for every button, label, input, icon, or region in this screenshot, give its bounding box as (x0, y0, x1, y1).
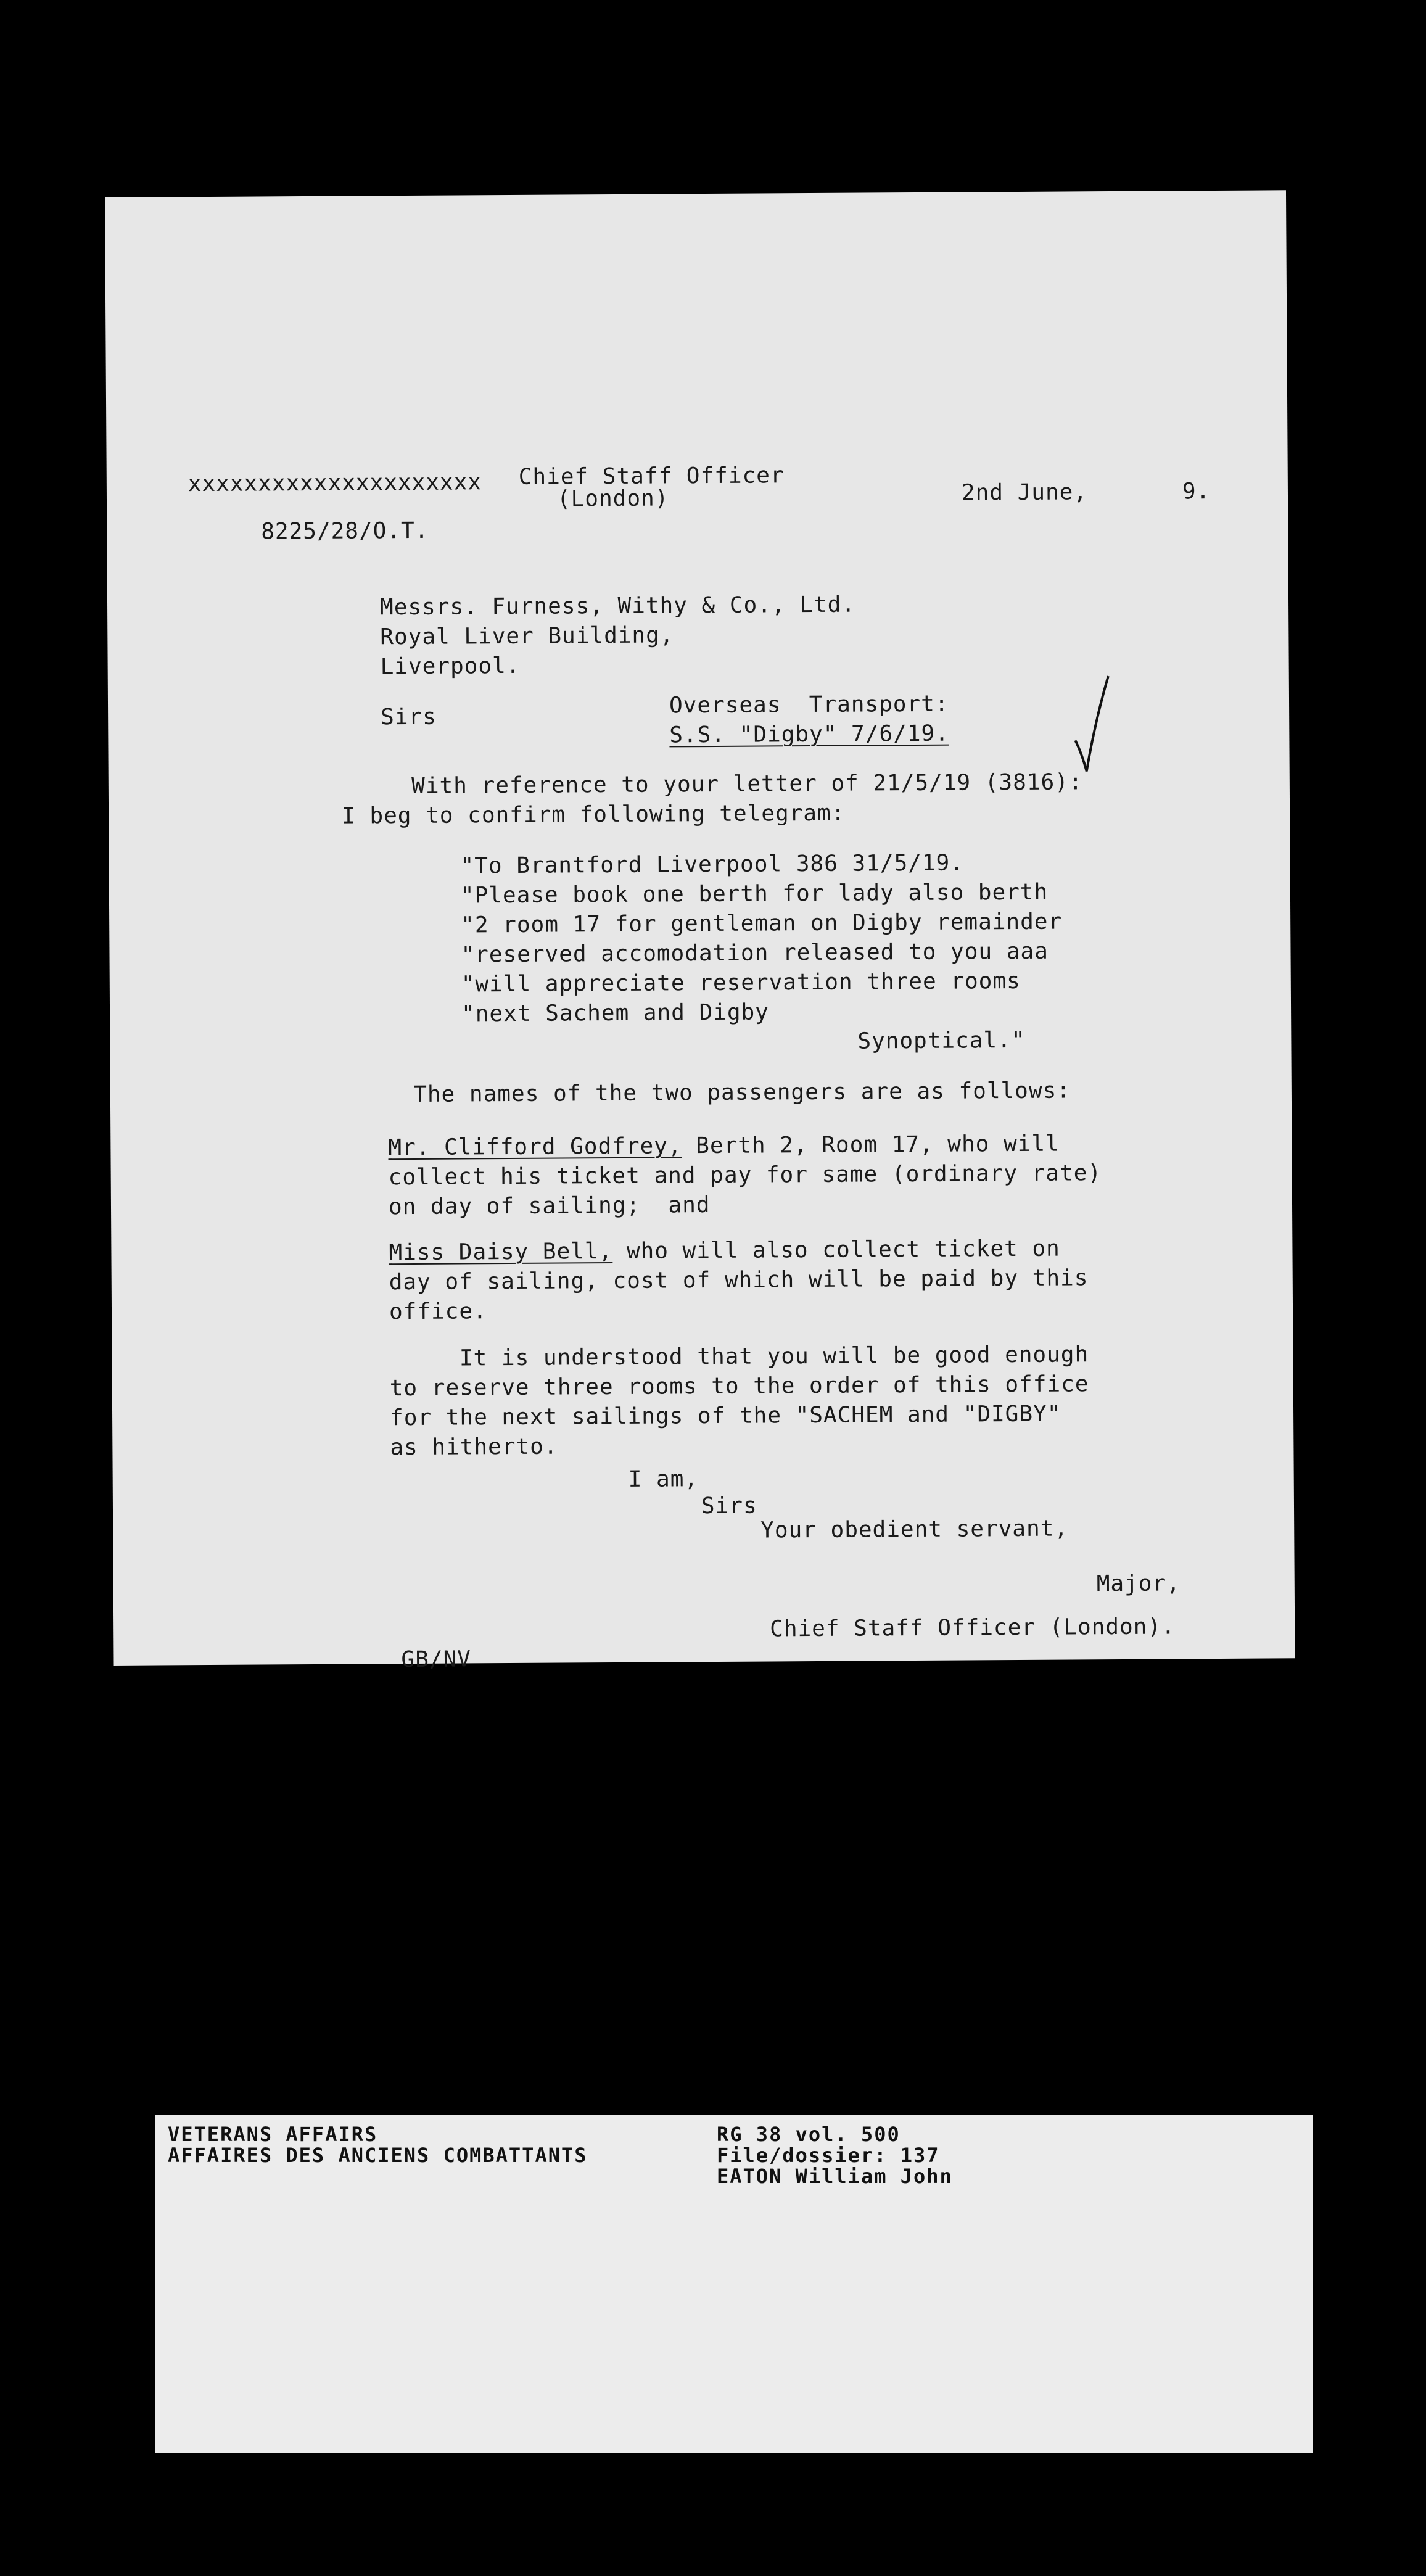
telegram-line: "Please book one berth for lady also berth (460, 879, 1049, 909)
header-struck-out: xxxxxxxxxxxxxxxxxxxxx (188, 469, 482, 497)
closing-line: as hitherto. (390, 1434, 558, 1461)
handwritten-tick-mark (1070, 672, 1114, 777)
passenger-2-line-3: office. (389, 1298, 487, 1325)
body-line-1: With reference to your letter of 21/5/19 (3816): (341, 769, 1083, 799)
closing-line: to reserve three rooms to the order of this office (389, 1371, 1089, 1402)
record-group: RG 38 vol. 500 (717, 2123, 901, 2146)
addressee-line-3: Liverpool. (380, 653, 521, 680)
department-fr: AFFAIRES DES ANCIENS COMBATTANTS (168, 2144, 588, 2167)
letter-year: 9. (1182, 479, 1211, 505)
names-intro: The names of the two passengers are as follows: (343, 1078, 1071, 1108)
header-office-sub: (London) (556, 485, 669, 512)
archive-reference-card (155, 2115, 1313, 2453)
letter-page (105, 190, 1295, 1673)
valediction-i-am: I am, (628, 1466, 699, 1492)
telegram-line: "2 room 17 for gentleman on Digby remainder (461, 909, 1063, 938)
reference-number: 8225/28/O.T. (261, 518, 429, 545)
addressee-line-2: Royal Liver Building, (380, 622, 674, 650)
letter-date: 2nd June, (961, 479, 1088, 506)
header-office: Chief Staff Officer (518, 463, 785, 490)
telegram-line: "reserved accomodation released to you aaa (461, 938, 1049, 968)
telegram-line: "will appreciate reservation three rooms (461, 968, 1021, 997)
telegram-line: "To Brantford Liverpool 386 31/5/19. (460, 850, 965, 879)
signature-title: Chief Staff Officer (London). (770, 1614, 1176, 1642)
passenger-2-line-1: Miss Daisy Bell, who will also collect ticket on (389, 1236, 1060, 1266)
telegram-signature: Synoptical." (857, 1027, 1026, 1054)
passenger-2-name: Miss Daisy Bell, (389, 1239, 613, 1266)
closing-line: for the next sailings of the "SACHEM and "DIGBY" (389, 1401, 1061, 1431)
signature-rank: Major, (1096, 1571, 1181, 1597)
subject-name: EATON William John (717, 2165, 953, 2188)
valediction-sirs: Sirs (701, 1493, 757, 1519)
passenger-1-line-1: Mr. Clifford Godfrey, Berth 2, Room 17, who will (388, 1131, 1060, 1161)
passenger-1-name: Mr. Clifford Godfrey, (388, 1133, 682, 1161)
addressee-line-1: Messrs. Furness, Withy & Co., Ltd. (379, 592, 856, 621)
file-dossier: File/dossier: 137 (717, 2144, 940, 2167)
passenger-2-line-2: day of sailing, cost of which will be paid by this (389, 1265, 1089, 1295)
passenger-1-line-3: on day of sailing; and (388, 1192, 711, 1220)
closing-line: It is understood that you will be good enough (389, 1342, 1089, 1372)
telegram-line: "next Sachem and Digby (461, 999, 770, 1027)
valediction-servant: Your obedient servant, (760, 1516, 1069, 1543)
body-line-2: I beg to confirm following telegram: (342, 800, 846, 829)
department-en: VETERANS AFFAIRS (168, 2123, 378, 2146)
subject-line-1: Overseas Transport: (669, 691, 949, 719)
typist-initials: GB/NV (401, 1646, 471, 1673)
passenger-1-line-2: collect his ticket and pay for same (ordinary rate) (388, 1160, 1102, 1191)
salutation: Sirs (381, 704, 437, 730)
subject-line-2: S.S. "Digby" 7/6/19. (669, 720, 949, 748)
